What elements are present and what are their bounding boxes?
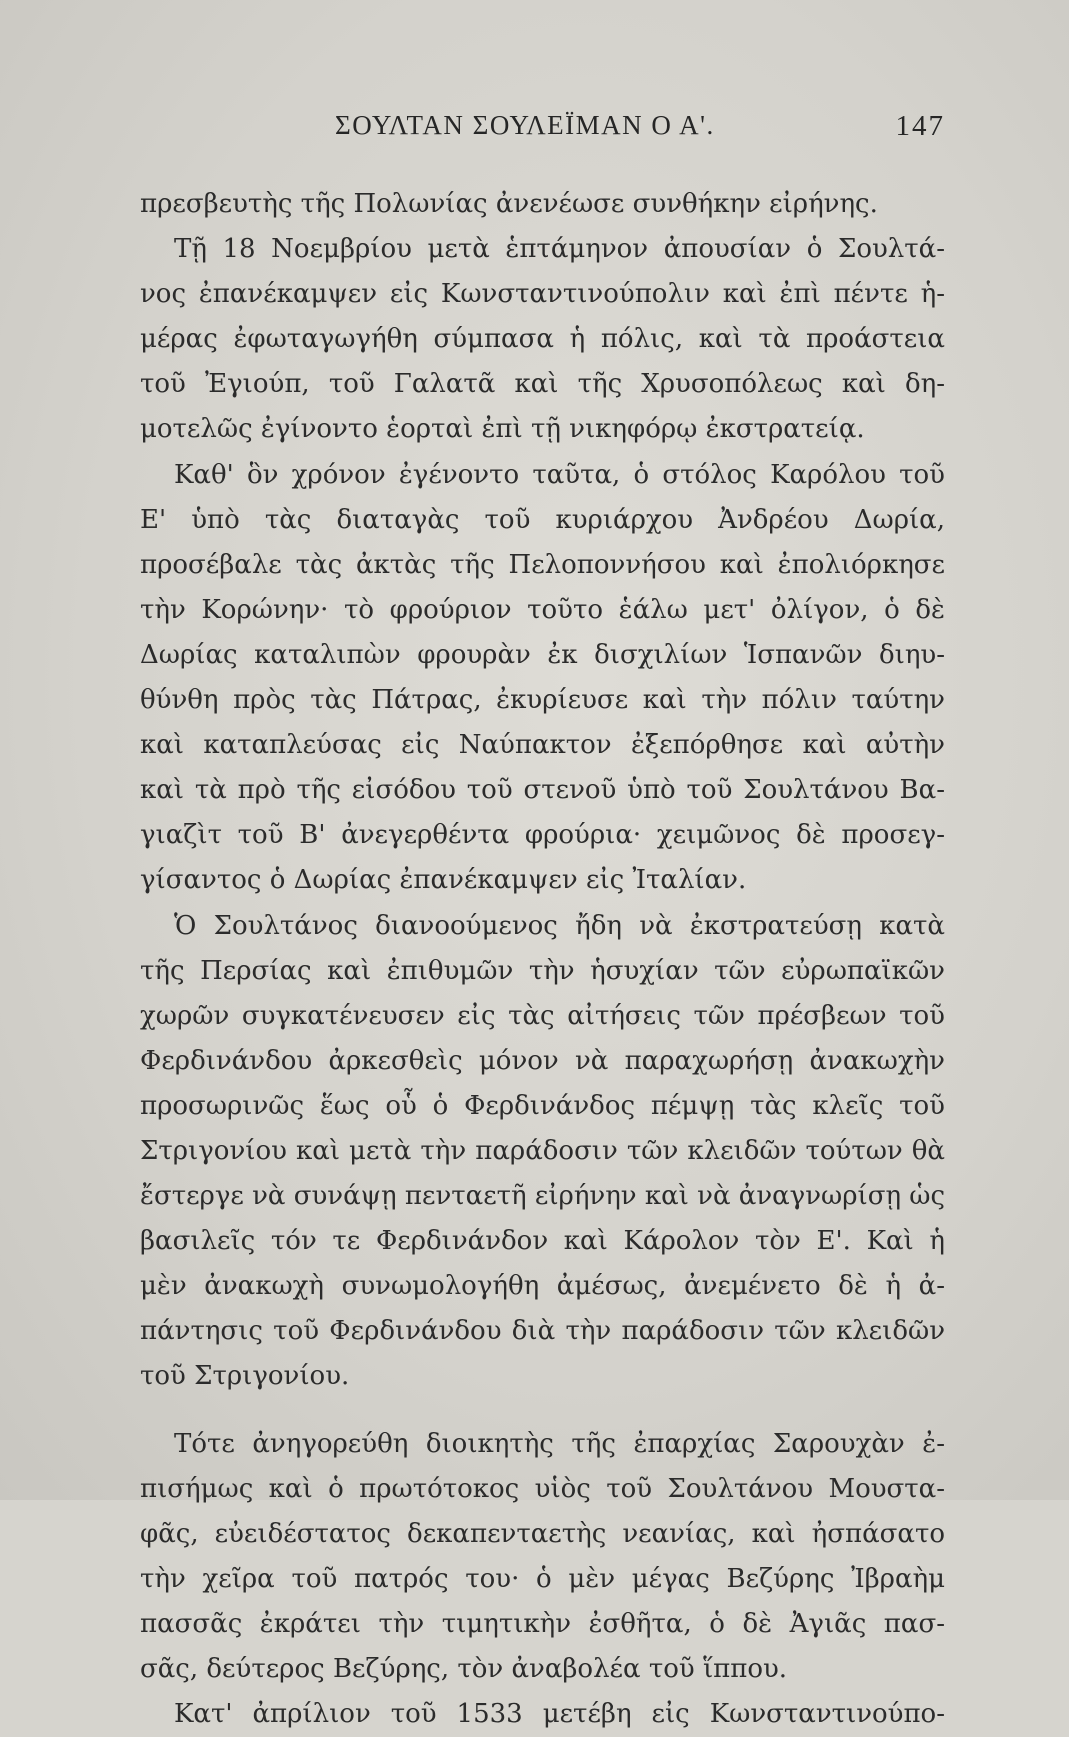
text-line: τὴν Κορώνην· τὸ φρούριον τοῦτο ἑάλω μετ' ὀλίγον, ὁ δὲ bbox=[140, 594, 945, 625]
running-head: ΣΟΥΛΤΑΝ ΣΟΥΛΕΪΜΑΝ Ο Α'. bbox=[335, 110, 715, 140]
text-line: ἔστεργε νὰ συνάψῃ πενταετῆ εἰρήνην καὶ νὰ ἀναγνωρίσῃ ὡς bbox=[140, 1181, 945, 1212]
text-line: προσέβαλε τὰς ἀκτὰς τῆς Πελοποννήσου καὶ ἐπολιόρκησε bbox=[140, 549, 945, 580]
paragraph bbox=[140, 182, 945, 227]
text-line: γίσαντος ὁ Δωρίας ἐπανέκαμψεν εἰς Ἰταλίαν. bbox=[140, 865, 747, 896]
page-number: 147 bbox=[895, 110, 945, 142]
text-line: πασσᾶς ἐκράτει τὴν τιμητικὴν ἐσθῆτα, ὁ δὲ Ἀγιᾶς πασ- bbox=[140, 1608, 945, 1639]
text-line: Δωρίας καταλιπὼν φρουρὰν ἐκ δισχιλίων Ἱσπανῶν διηυ- bbox=[140, 639, 945, 670]
paragraph bbox=[140, 904, 945, 1400]
text-line: πρεσβευτὴς τῆς Πολωνίας ἀνενέωσε συνθήκην εἰρήνης. bbox=[140, 189, 878, 219]
paragraph-gap bbox=[140, 1400, 945, 1422]
text-line: πισήμως καὶ ὁ πρωτότοκος υἱὸς τοῦ Σουλτάνου Μουστα- bbox=[140, 1473, 945, 1504]
text-line: βασιλεῖς τόν τε Φερδινάνδον καὶ Κάρολον τὸν Ε'. Καὶ ἡ bbox=[140, 1226, 945, 1257]
text-line: Ε' ὑπὸ τὰς διαταγὰς τοῦ κυριάρχου Ἀνδρέου Δωρία, bbox=[140, 504, 945, 535]
text-line: καὶ τὰ πρὸ τῆς εἰσόδου τοῦ στενοῦ ὑπὸ τοῦ Σουλτάνου Βα- bbox=[140, 775, 945, 806]
page-header bbox=[140, 110, 945, 150]
text-line: τὴν χεῖρα τοῦ πατρός του· ὁ μὲν μέγας Βεζύρης Ἰβραὴμ bbox=[140, 1563, 945, 1594]
text-line: Φερδινάνδου ἀρκεσθεὶς μόνον νὰ παραχωρήσῃ ἀνακωχὴν bbox=[140, 1045, 945, 1076]
text-line: μοτελῶς ἐγίνοντο ἑορταὶ ἐπὶ τῇ νικηφόρῳ ἐκστρατείᾳ. bbox=[140, 414, 865, 445]
text-line: Τῇ 18 Νοεμβρίου μετὰ ἑπτάμηνον ἀπουσίαν ὁ Σουλτά- bbox=[174, 234, 945, 265]
text-line: νος ἐπανέκαμψεν εἰς Κωνσταντινούπολιν καὶ ἐπὶ πέντε ἡ- bbox=[140, 279, 945, 310]
text-line: θύνθη πρὸς τὰς Πάτρας, ἐκυρίευσε καὶ τὴν πόλιν ταύτην bbox=[140, 685, 945, 716]
paragraph bbox=[140, 227, 945, 452]
text-line: χωρῶν συγκατένευσεν εἰς τὰς αἰτήσεις τῶν πρέσβεων τοῦ bbox=[140, 1000, 945, 1031]
text-line: μέρας ἐφωταγωγήθη σύμπασα ἡ πόλις, καὶ τὰ προάστεια bbox=[140, 324, 945, 355]
text-line: τοῦ Ἐγιούπ, τοῦ Γαλατᾶ καὶ τῆς Χρυσοπόλεως καὶ δη- bbox=[140, 369, 945, 400]
paragraph bbox=[140, 1422, 945, 1693]
text-line: προσωρινῶς ἕως οὗ ὁ Φερδινάνδος πέμψῃ τὰς κλεῖς τοῦ bbox=[140, 1090, 945, 1121]
text-line: Κατ' ἀπρίλιον τοῦ 1533 μετέβη εἰς Κωνσταντινούπο- bbox=[174, 1699, 945, 1730]
text-line: Στριγονίου καὶ μετὰ τὴν παράδοσιν τῶν κλειδῶν τούτων θὰ bbox=[140, 1135, 945, 1166]
text-line: Καθ' ὃν χρόνον ἐγένοντο ταῦτα, ὁ στόλος Καρόλου τοῦ bbox=[174, 459, 945, 490]
text-line: Ὁ Σουλτάνος διανοούμενος ἤδη νὰ ἐκστρατεύσῃ κατὰ bbox=[174, 910, 945, 941]
text-line: γιαζὶτ τοῦ Β' ἀνεγερθέντα φρούρια· χειμῶνος δὲ προσεγ- bbox=[140, 820, 945, 851]
paragraph bbox=[140, 1692, 945, 1737]
text-line: σᾶς, δεύτερος Βεζύρης, τὸν ἀναβολέα τοῦ ἵππου. bbox=[140, 1654, 788, 1684]
text-line: Τότε ἀνηγορεύθη διοικητὴς τῆς ἐπαρχίας Σαρουχὰν ἐ- bbox=[174, 1428, 945, 1459]
paragraph bbox=[140, 453, 945, 904]
text-line: μὲν ἀνακωχὴ συνωμολογήθη ἀμέσως, ἀνεμένετο δὲ ἡ ἀ- bbox=[140, 1271, 945, 1302]
text-line: καὶ καταπλεύσας εἰς Ναύπακτον ἐξεπόρθησε καὶ αὐτὴν bbox=[140, 730, 945, 761]
body-text bbox=[140, 182, 945, 1737]
text-line: πάντησις τοῦ Φερδινάνδου διὰ τὴν παράδοσιν τῶν κλειδῶν bbox=[140, 1316, 945, 1347]
text-line: τοῦ Στριγονίου. bbox=[140, 1361, 350, 1392]
text-line: φᾶς, εὐειδέστατος δεκαπενταετὴς νεανίας, καὶ ἠσπάσατο bbox=[140, 1518, 945, 1549]
text-line: τῆς Περσίας καὶ ἐπιθυμῶν τὴν ἡσυχίαν τῶν εὐρωπαϊκῶν bbox=[140, 955, 945, 986]
